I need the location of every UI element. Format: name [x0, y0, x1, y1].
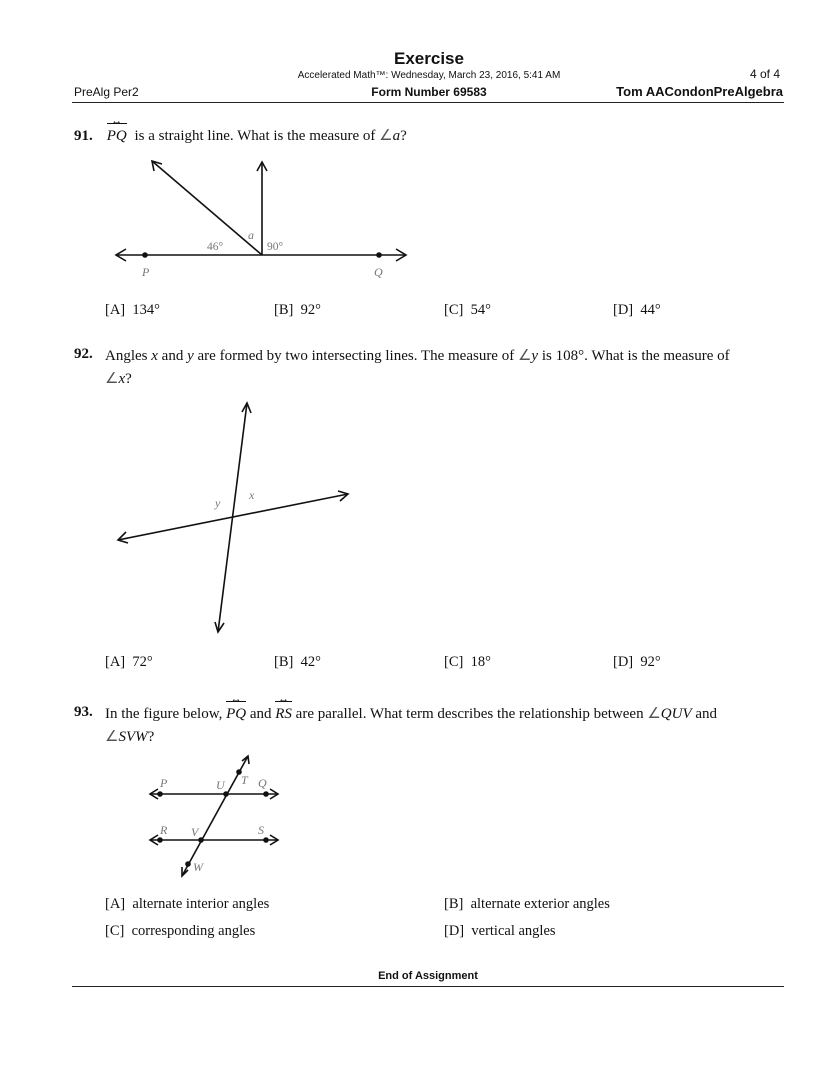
- choice-letter: [D]: [613, 654, 634, 670]
- question-end: ?: [125, 371, 132, 387]
- choice-91-a[interactable]: [105, 302, 160, 319]
- label-46: 46°: [207, 241, 224, 253]
- choice-letter: [A]: [105, 896, 126, 912]
- label-90: 90°: [267, 241, 284, 253]
- question-and: and: [161, 348, 184, 364]
- header-subtitle: Accelerated Math™: Wednesday, March 23, 2016, 5:41 AM: [297, 70, 561, 81]
- question-number: 92.: [74, 346, 93, 362]
- choice-letter: [D]: [444, 923, 465, 939]
- label-w: W: [193, 860, 203, 874]
- question-text-2: are formed by two intersecting lines. The measure of: [197, 348, 515, 364]
- question-text-1: In the figure below,: [105, 706, 223, 722]
- choice-text: corresponding angles: [131, 923, 256, 939]
- question-text-1: Angles: [105, 348, 148, 364]
- question-number: 93.: [74, 704, 93, 720]
- var-x: x: [151, 348, 158, 364]
- line-rs: RS ↔: [275, 703, 292, 726]
- question-end: ?: [400, 128, 407, 144]
- choice-92-a[interactable]: [105, 654, 153, 671]
- header-rule: [72, 102, 784, 103]
- label-y: y: [215, 496, 221, 510]
- choice-93-b[interactable]: [444, 896, 610, 913]
- label-p: P: [160, 776, 168, 790]
- angle-symbol: ∠: [379, 128, 393, 144]
- choice-text: 42°: [300, 654, 321, 670]
- choice-text: alternate exterior angles: [470, 896, 610, 912]
- end-of-assignment: End of Assignment: [378, 970, 478, 982]
- question-text-3: is 108°. What is the measure of: [541, 348, 730, 364]
- choice-text: 44°: [640, 302, 661, 318]
- class-name: PreAlg Per2: [74, 85, 139, 99]
- question-92: [74, 345, 786, 391]
- line-pq: PQ ↔: [107, 125, 127, 148]
- label-a: a: [248, 228, 254, 242]
- choice-93-d[interactable]: [444, 923, 556, 940]
- var-y: y: [187, 348, 194, 364]
- label-t: T: [241, 773, 248, 787]
- choice-letter: [C]: [444, 302, 464, 318]
- choice-91-c[interactable]: [444, 302, 491, 319]
- label-v: V: [191, 825, 199, 839]
- footer-rule: [72, 986, 784, 987]
- angle-y: y: [531, 348, 539, 364]
- figure-91: [100, 150, 430, 290]
- choice-text: 72°: [132, 654, 153, 670]
- angle-symbol: ∠: [647, 706, 661, 722]
- figure-93: [140, 752, 290, 882]
- label-r: R: [160, 823, 168, 837]
- label-u: U: [216, 778, 225, 792]
- label-q: Q: [374, 265, 383, 279]
- label-x: x: [249, 488, 255, 502]
- label-p: P: [142, 265, 150, 279]
- figure-92: [110, 395, 360, 640]
- choice-letter: [A]: [105, 302, 126, 318]
- line-pq: PQ ↔: [226, 703, 246, 726]
- angle-name: a: [392, 128, 401, 144]
- angle-symbol: ∠: [517, 348, 532, 364]
- angle-quv: QUV: [660, 706, 692, 722]
- choice-91-d[interactable]: [613, 302, 661, 319]
- angle-symbol: ∠: [105, 729, 119, 745]
- choice-letter: [B]: [274, 654, 294, 670]
- choice-letter: [D]: [613, 302, 634, 318]
- label-q: Q: [258, 776, 267, 790]
- choice-91-b[interactable]: [274, 302, 321, 319]
- point-v: [198, 837, 204, 843]
- question-and: and: [249, 706, 272, 722]
- point-q: [376, 252, 382, 258]
- choice-text: 54°: [470, 302, 491, 318]
- question-93: [74, 703, 786, 749]
- question-and: and: [695, 706, 718, 722]
- angle-x: x: [118, 371, 126, 387]
- choice-letter: [A]: [105, 654, 126, 670]
- choice-92-c[interactable]: [444, 654, 491, 671]
- page-number: 4 of 4: [749, 67, 780, 81]
- line-horizontal: [118, 494, 348, 540]
- point-r: [157, 837, 163, 843]
- point-p: [142, 252, 148, 258]
- point-q: [263, 791, 269, 797]
- student-name: Tom AACondonPreAlgebra: [616, 84, 783, 99]
- choice-92-b[interactable]: [274, 654, 321, 671]
- choice-93-c[interactable]: [105, 923, 255, 940]
- question-91: [74, 125, 407, 148]
- choice-text: 92°: [300, 302, 321, 318]
- choice-letter: [B]: [444, 896, 464, 912]
- label-s: S: [258, 823, 264, 837]
- point-s: [263, 837, 269, 843]
- page-title: Exercise: [394, 49, 464, 68]
- question-text-2: are parallel. What term describes the relationship between: [295, 706, 644, 722]
- choice-letter: [B]: [274, 302, 294, 318]
- choice-letter: [C]: [444, 654, 464, 670]
- choice-text: alternate interior angles: [132, 896, 270, 912]
- choice-text: 92°: [640, 654, 661, 670]
- choice-text: 18°: [470, 654, 491, 670]
- choice-93-a[interactable]: [105, 896, 269, 913]
- question-text: is a straight line. What is the measure of: [134, 128, 376, 144]
- question-end: ?: [147, 729, 155, 745]
- choice-text: vertical angles: [471, 923, 556, 939]
- choice-text: 134°: [132, 302, 160, 318]
- angle-svw: SVW: [118, 729, 148, 745]
- point-w: [185, 861, 191, 867]
- form-number: Form Number 69583: [371, 85, 487, 99]
- point-p: [157, 791, 163, 797]
- choice-letter: [C]: [105, 923, 125, 939]
- question-number: 91.: [74, 128, 93, 144]
- point-u: [223, 791, 229, 797]
- choice-92-d[interactable]: [613, 654, 661, 671]
- angle-symbol: ∠: [105, 371, 119, 387]
